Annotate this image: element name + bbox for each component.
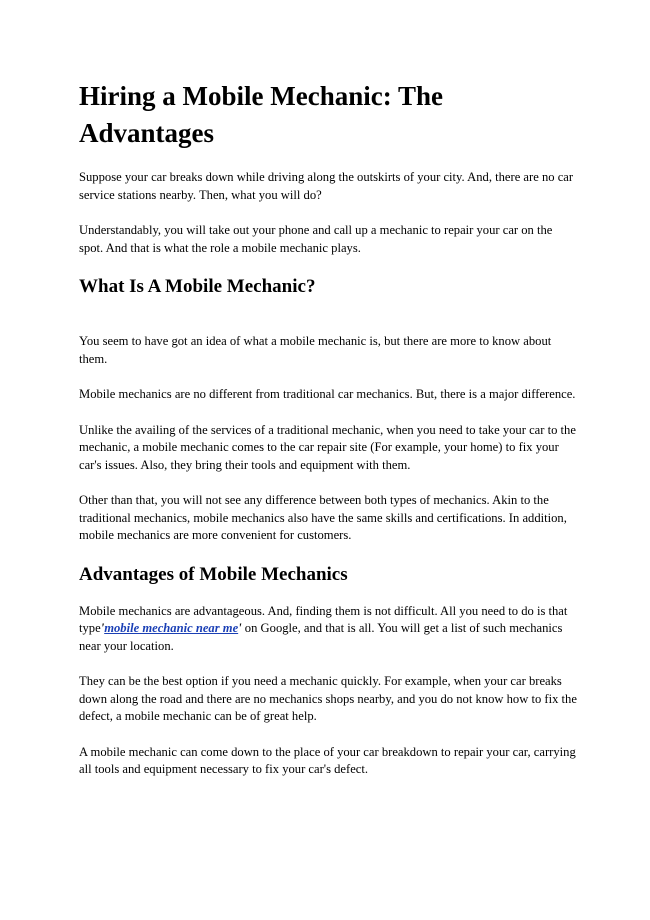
section1-paragraph-4: Other than that, you will not see any difference between both types of mechanics. Akin to the traditional mechanics, mobile mechanics also have the same skills and certifications. In addition, mobile mechanics are more convenient for customers. xyxy=(79,493,567,542)
document-title: Hiring a Mobile Mechanic: The Advantages xyxy=(79,81,443,148)
section1-paragraph-1: You seem to have got an idea of what a mobile mechanic is, but there are more to know about them. xyxy=(79,334,552,366)
section2-paragraph-2: They can be the best option if you need a mechanic quickly. For example, when your car breaks down along the road and there are no mechanics shops nearby, and you do not know how to fix the defect, a mobile mechanic can be of great help. xyxy=(79,674,577,723)
mobile-mechanic-near-me-link[interactable]: mobile mechanic near me xyxy=(104,621,239,635)
section1-paragraph-2: Mobile mechanics are no different from traditional car mechanics. But, there is a major difference. xyxy=(79,387,576,401)
section2-p1-after: on Google, and that is all. You will get a list of such mechanics near your location. xyxy=(79,621,563,653)
section-heading-advantages: Advantages of Mobile Mechanics xyxy=(79,563,348,585)
section-heading-what-is: What Is A Mobile Mechanic? xyxy=(79,276,316,297)
quote-close: ' xyxy=(238,621,242,635)
quote-open: ' xyxy=(100,621,105,635)
section1-paragraph-3: Unlike the availing of the services of a traditional mechanic, when you need to take your car to the mechanic, a mobile mechanic comes to the car repair site (For example, your home) to fix your car's issues. Also, they bring their tools and equipment with them. xyxy=(79,422,576,472)
section2-paragraph-1 xyxy=(79,603,579,656)
section2-p1-before: Mobile mechanics are advantageous. And, finding them is not difficult. All you need to do is that type xyxy=(79,603,568,635)
intro-paragraph-1: Suppose your car breaks down while driving along the outskirts of your city. And, there are no car service stations nearby. Then, what you will do? xyxy=(79,170,574,202)
section2-paragraph-3: A mobile mechanic can come down to the place of your car breakdown to repair your car, carrying all tools and equipment necessary to fix your car's defect. xyxy=(79,744,576,776)
document-page xyxy=(79,78,579,797)
intro-paragraph-2: Understandably, you will take out your phone and call up a mechanic to repair your car on the spot. And that is what the role a mobile mechanic plays. xyxy=(79,223,553,255)
